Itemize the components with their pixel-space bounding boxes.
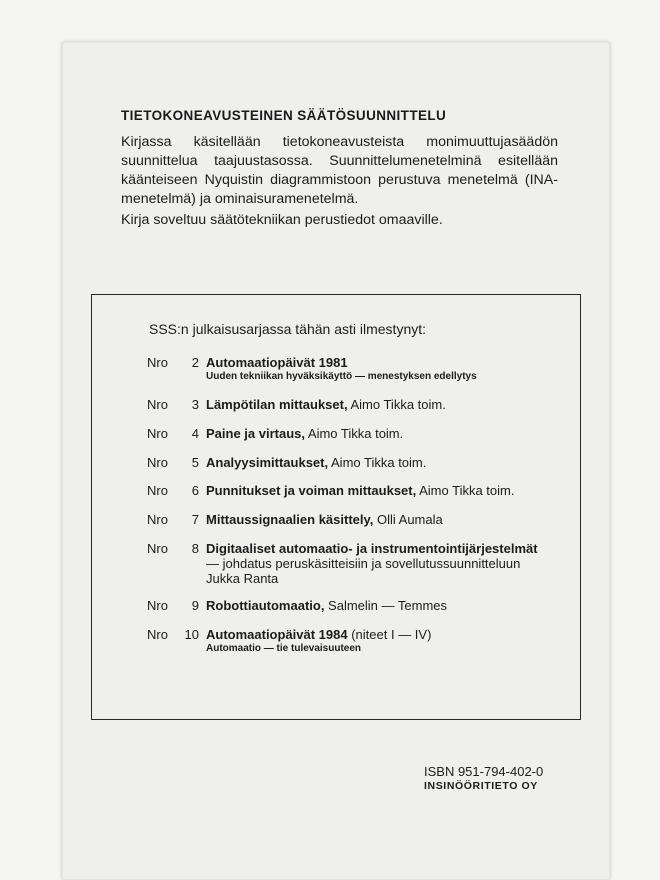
entry-nro-label: Nro bbox=[147, 483, 168, 498]
entry-title: Digitaaliset automaatio- ja instrumentointijärjestelmät bbox=[206, 541, 538, 556]
entry-title: Robottiautomaatio, bbox=[206, 598, 325, 613]
entry-author: Salmelin — Temmes bbox=[324, 598, 448, 613]
entry-number: 5 bbox=[191, 455, 199, 470]
entry-nro-label: Nro bbox=[147, 397, 168, 412]
entry-nro-label: Nro bbox=[147, 426, 168, 441]
entry-nro-label: Nro bbox=[147, 598, 168, 613]
entry-number: 2 bbox=[191, 355, 199, 370]
entry-nro-label: Nro bbox=[147, 355, 168, 370]
entry-title: Punnitukset ja voiman mittaukset, bbox=[206, 483, 417, 498]
entry-number: 3 bbox=[191, 397, 199, 412]
entry-title: Analyysimittaukset, bbox=[206, 455, 329, 470]
entry-subtitle: Automaatio — tie tulevaisuuteen bbox=[206, 643, 362, 654]
entry-subtitle: — johdatus peruskäsitteisiin ja sovellutussuunnitteluun bbox=[206, 556, 521, 571]
book-back-cover bbox=[62, 42, 610, 880]
publisher-name: INSINÖÖRITIETO OY bbox=[424, 780, 538, 792]
entry-author: Olli Aumala bbox=[373, 512, 443, 527]
entry-nro-label: Nro bbox=[147, 455, 168, 470]
entry-nro-label: Nro bbox=[147, 512, 168, 527]
isbn-number: ISBN 951-794-402-0 bbox=[424, 764, 544, 779]
entry-number: 8 bbox=[191, 541, 199, 556]
entry-number: 6 bbox=[191, 483, 199, 498]
entry-number: 7 bbox=[191, 512, 199, 527]
entry-title: Automaatiopäivät 1984 bbox=[206, 627, 348, 642]
entry-number: 9 bbox=[191, 598, 199, 613]
entry-author: Aimo Tikka toim. bbox=[416, 483, 515, 498]
entry-author: Jukka Ranta bbox=[206, 571, 279, 586]
entry-number: 10 bbox=[184, 627, 199, 642]
entry-author: Aimo Tikka toim. bbox=[305, 426, 404, 441]
book-description: Kirjassa käsitellään tietokoneavusteista monimuuttujasäädön suunnittelua taajuustasossa. Suunnittelumenetelminä esitellään käänteiseen Nyquistin diagrammistoon perustuva menetelmä (INA-menetelmä) ja ominaisuramenetelmä. bbox=[121, 134, 558, 207]
entry-author: Aimo Tikka toim. bbox=[347, 397, 446, 412]
entry-volumes: (niteet I — IV) bbox=[347, 627, 432, 642]
series-list-header: SSS:n julkaisusarjassa tähän asti ilmestynyt: bbox=[149, 321, 427, 337]
series-list-box bbox=[91, 294, 581, 720]
entry-title: Paine ja virtaus, bbox=[206, 426, 305, 441]
audience-note: Kirja soveltuu säätötekniikan perustiedot omaaville. bbox=[121, 212, 443, 228]
entry-nro-label: Nro bbox=[147, 627, 168, 642]
entry-title: Lämpötilan mittaukset, bbox=[206, 397, 348, 412]
entry-number: 4 bbox=[191, 426, 199, 441]
entry-nro-label: Nro bbox=[147, 541, 168, 556]
entry-title: Mittaussignaalien käsittely, bbox=[206, 512, 374, 527]
entry-subtitle: Uuden tekniikan hyväksikäyttö — menestyksen edellytys bbox=[206, 371, 477, 382]
entry-author: Aimo Tikka toim. bbox=[328, 455, 427, 470]
entry-title: Automaatiopäivät 1981 bbox=[206, 355, 348, 370]
book-title-heading: TIETOKONEAVUSTEINEN SÄÄTÖSUUNNITTELU bbox=[121, 108, 447, 123]
